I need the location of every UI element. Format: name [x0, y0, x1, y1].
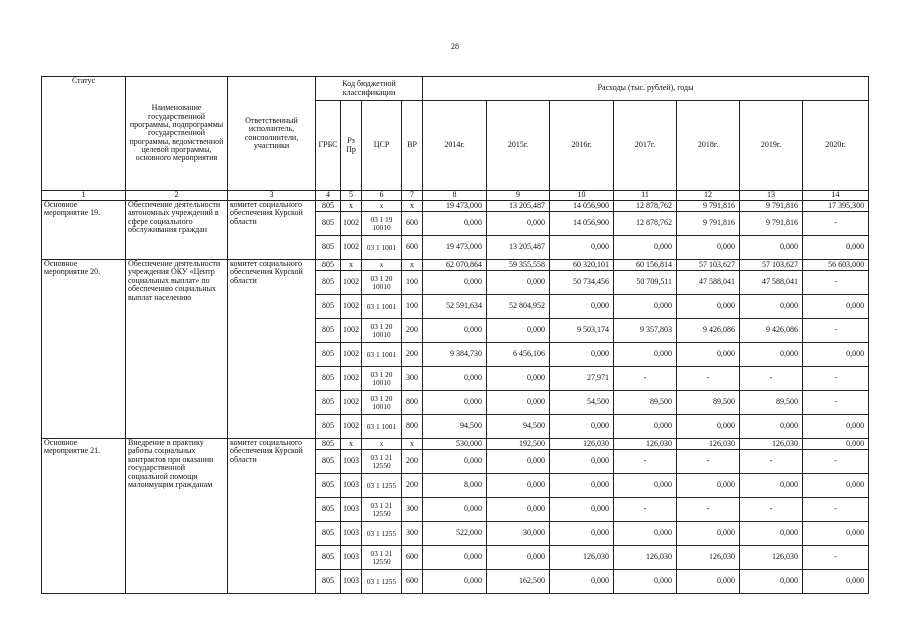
program-name-cell: Внедрение в практику работы социальных контрактов при оказании государственной социальной помощи малоимущим гражданам: [126, 439, 228, 594]
rzpr-cell: 1003: [341, 522, 362, 546]
column-number: 9: [487, 191, 550, 201]
rzpr-cell: 1002: [341, 319, 362, 343]
grbs-cell: 805: [316, 295, 341, 319]
csr-cell: х: [362, 201, 402, 212]
expense-cell: 0,000: [487, 546, 550, 570]
expense-cell: 14 056,900: [550, 201, 614, 212]
executor-cell: комитет социального обеспечения Курской области: [228, 439, 316, 594]
csr-cell: 03 1 20 10010: [362, 271, 402, 295]
expense-cell: 0,000: [740, 236, 803, 260]
expense-cell: 89,500: [740, 391, 803, 415]
expense-cell: 0,000: [803, 295, 869, 319]
grbs-cell: 805: [316, 415, 341, 439]
vr-cell: х: [402, 201, 423, 212]
expense-cell: -: [677, 450, 740, 474]
header-year-2020: 2020г.: [803, 101, 869, 191]
vr-cell: 800: [402, 415, 423, 439]
csr-cell: 03 1 1255: [362, 570, 402, 594]
expense-cell: 162,500: [487, 570, 550, 594]
expense-cell: 530,000: [423, 439, 487, 450]
expense-cell: 0,000: [550, 343, 614, 367]
csr-cell: 03 1 1001: [362, 295, 402, 319]
column-number: 12: [677, 191, 740, 201]
grbs-cell: 805: [316, 391, 341, 415]
expense-cell: 0,000: [803, 570, 869, 594]
grbs-cell: 805: [316, 450, 341, 474]
status-cell: Основное мероприятие 20.: [42, 260, 126, 439]
executor-cell: комитет социального обеспечения Курской области: [228, 201, 316, 260]
header-year-2017: 2017г.: [614, 101, 677, 191]
header-csr: ЦСР: [362, 101, 402, 191]
expense-cell: 0,000: [550, 522, 614, 546]
column-number: 8: [423, 191, 487, 201]
column-number: 11: [614, 191, 677, 201]
column-number: 7: [402, 191, 423, 201]
expense-cell: 0,000: [740, 570, 803, 594]
column-number: 6: [362, 191, 402, 201]
page-number: 28: [451, 42, 459, 51]
expense-cell: 0,000: [803, 236, 869, 260]
header-year-2018: 2018г.: [677, 101, 740, 191]
rzpr-cell: 1003: [341, 546, 362, 570]
vr-cell: 800: [402, 391, 423, 415]
expense-cell: 126,030: [740, 439, 803, 450]
expense-cell: 0,000: [677, 570, 740, 594]
rzpr-cell: 1002: [341, 295, 362, 319]
csr-cell: 03 1 20 10010: [362, 319, 402, 343]
column-number: 5: [341, 191, 362, 201]
csr-cell: 03 1 21 12550: [362, 498, 402, 522]
expense-cell: 0,000: [740, 522, 803, 546]
expense-cell: 9 791,816: [740, 201, 803, 212]
expense-cell: 0,000: [803, 522, 869, 546]
rzpr-cell: 1003: [341, 450, 362, 474]
grbs-cell: 805: [316, 498, 341, 522]
expense-cell: -: [803, 367, 869, 391]
expense-cell: 126,030: [740, 546, 803, 570]
expense-cell: 0,000: [487, 474, 550, 498]
table-body: [42, 201, 869, 594]
grbs-cell: 805: [316, 201, 341, 212]
column-number-row: [42, 191, 869, 201]
header-grbs: ГРБС: [316, 101, 341, 191]
expense-cell: 52 591,634: [423, 295, 487, 319]
expense-cell: 19 473,000: [423, 201, 487, 212]
header-status: Статус: [42, 77, 126, 191]
budget-expenses-table: [41, 76, 869, 594]
csr-cell: 03 1 20 10010: [362, 391, 402, 415]
expense-cell: 47 588,041: [740, 271, 803, 295]
header-expenses: Расходы (тыс. рублей), годы: [423, 77, 869, 101]
expense-cell: 12 878,762: [614, 212, 677, 236]
expense-cell: 0,000: [614, 522, 677, 546]
expense-cell: 0,000: [487, 391, 550, 415]
column-number: 13: [740, 191, 803, 201]
vr-cell: 600: [402, 546, 423, 570]
expense-cell: 56 603,000: [803, 260, 869, 271]
expense-cell: -: [803, 271, 869, 295]
vr-cell: 100: [402, 295, 423, 319]
vr-cell: 300: [402, 367, 423, 391]
expense-cell: 0,000: [487, 367, 550, 391]
header-year-2015: 2015г.: [487, 101, 550, 191]
expense-cell: 0,000: [677, 343, 740, 367]
rzpr-cell: 1002: [341, 367, 362, 391]
expense-cell: 60 320,101: [550, 260, 614, 271]
grbs-cell: 805: [316, 522, 341, 546]
grbs-cell: 805: [316, 260, 341, 271]
expense-cell: 27,971: [550, 367, 614, 391]
expense-cell: -: [677, 498, 740, 522]
expense-cell: 0,000: [423, 367, 487, 391]
csr-cell: 03 1 1255: [362, 474, 402, 498]
expense-cell: 6 456,106: [487, 343, 550, 367]
rzpr-cell: 1002: [341, 236, 362, 260]
grbs-cell: 805: [316, 546, 341, 570]
expense-cell: 0,000: [803, 439, 869, 450]
vr-cell: 600: [402, 212, 423, 236]
expense-cell: 62 070,864: [423, 260, 487, 271]
csr-cell: 03 1 21 12550: [362, 546, 402, 570]
expense-cell: 0,000: [677, 474, 740, 498]
expense-cell: 57 103,627: [740, 260, 803, 271]
expense-cell: 59 355,558: [487, 260, 550, 271]
expense-cell: 9 384,730: [423, 343, 487, 367]
expense-cell: -: [803, 546, 869, 570]
expense-cell: 0,000: [803, 415, 869, 439]
expense-cell: 9 791,816: [677, 201, 740, 212]
header-vr: ВР: [402, 101, 423, 191]
expense-cell: 0,000: [423, 391, 487, 415]
expense-cell: 57 103,627: [677, 260, 740, 271]
rzpr-cell: х: [341, 201, 362, 212]
expense-cell: 0,000: [487, 319, 550, 343]
expense-cell: 0,000: [550, 570, 614, 594]
expense-cell: 50 709,511: [614, 271, 677, 295]
expense-cell: 126,030: [614, 546, 677, 570]
expense-cell: 126,030: [614, 439, 677, 450]
expense-cell: 89,500: [677, 391, 740, 415]
expense-cell: 9 791,816: [677, 212, 740, 236]
vr-cell: 600: [402, 570, 423, 594]
vr-cell: 100: [402, 271, 423, 295]
header-executor: Ответственный исполнитель, соисполнители, участники: [228, 77, 316, 191]
expense-cell: -: [803, 391, 869, 415]
column-number: 4: [316, 191, 341, 201]
expense-cell: 0,000: [740, 295, 803, 319]
expense-cell: 89,500: [614, 391, 677, 415]
expense-cell: 54,500: [550, 391, 614, 415]
grbs-cell: 805: [316, 474, 341, 498]
expense-cell: 9 503,174: [550, 319, 614, 343]
expense-cell: 0,000: [423, 319, 487, 343]
expense-cell: 0,000: [550, 474, 614, 498]
expense-cell: 0,000: [550, 236, 614, 260]
expense-cell: 0,000: [423, 570, 487, 594]
expense-cell: 0,000: [677, 415, 740, 439]
expense-cell: 14 056,900: [550, 212, 614, 236]
expense-cell: 9 426,086: [677, 319, 740, 343]
csr-cell: 03 1 1255: [362, 522, 402, 546]
rzpr-cell: 1002: [341, 271, 362, 295]
expense-cell: -: [803, 319, 869, 343]
expense-cell: 17 395,300: [803, 201, 869, 212]
expense-cell: 0,000: [614, 343, 677, 367]
expense-cell: 126,030: [550, 439, 614, 450]
column-number: 3: [228, 191, 316, 201]
expense-cell: 0,000: [423, 271, 487, 295]
expense-cell: 12 878,762: [614, 201, 677, 212]
status-cell: Основное мероприятие 19.: [42, 201, 126, 260]
executor-cell: комитет социального обеспечения Курской области: [228, 260, 316, 439]
expense-cell: 0,000: [740, 474, 803, 498]
vr-cell: 600: [402, 236, 423, 260]
expense-cell: 0,000: [614, 415, 677, 439]
rzpr-cell: 1002: [341, 415, 362, 439]
expense-cell: -: [740, 367, 803, 391]
expense-cell: 0,000: [803, 474, 869, 498]
expense-cell: 126,030: [677, 439, 740, 450]
expense-cell: -: [740, 498, 803, 522]
expense-cell: 0,000: [423, 546, 487, 570]
expense-cell: 19 473,000: [423, 236, 487, 260]
expense-cell: 0,000: [740, 415, 803, 439]
header-budget-code: Код бюджетной классификации: [316, 77, 423, 101]
grbs-cell: 805: [316, 319, 341, 343]
expense-cell: -: [614, 367, 677, 391]
expense-cell: 0,000: [550, 295, 614, 319]
vr-cell: х: [402, 439, 423, 450]
rzpr-cell: 1002: [341, 391, 362, 415]
rzpr-cell: 1003: [341, 474, 362, 498]
expense-cell: 0,000: [614, 295, 677, 319]
csr-cell: 03 1 21 12550: [362, 450, 402, 474]
table-row: [42, 439, 869, 450]
csr-cell: 03 1 1001: [362, 415, 402, 439]
expense-cell: 60 156,814: [614, 260, 677, 271]
vr-cell: 200: [402, 474, 423, 498]
grbs-cell: 805: [316, 439, 341, 450]
expense-cell: 0,000: [487, 271, 550, 295]
status-cell: Основное мероприятие 21.: [42, 439, 126, 594]
grbs-cell: 805: [316, 367, 341, 391]
rzpr-cell: 1003: [341, 570, 362, 594]
column-number: 10: [550, 191, 614, 201]
vr-cell: х: [402, 260, 423, 271]
expense-cell: 0,000: [423, 212, 487, 236]
expense-cell: 0,000: [487, 450, 550, 474]
expense-cell: 0,000: [740, 343, 803, 367]
rzpr-cell: 1003: [341, 498, 362, 522]
header-program-name: Наименование государственной программы, подпрограммы государственной программы, ведомственной целевой программы, основного мероприятия: [126, 77, 228, 191]
expense-cell: -: [740, 450, 803, 474]
csr-cell: 03 1 20 10010: [362, 367, 402, 391]
rzpr-cell: х: [341, 439, 362, 450]
expense-cell: 0,000: [550, 415, 614, 439]
expense-cell: 0,000: [614, 570, 677, 594]
header-rzpr: Рз Пр: [341, 101, 362, 191]
expense-cell: 0,000: [550, 450, 614, 474]
grbs-cell: 805: [316, 271, 341, 295]
expense-cell: -: [614, 498, 677, 522]
expense-cell: 9 791,816: [740, 212, 803, 236]
expense-cell: 94,500: [423, 415, 487, 439]
expense-cell: 0,000: [614, 236, 677, 260]
csr-cell: х: [362, 260, 402, 271]
header-year-2019: 2019г.: [740, 101, 803, 191]
expense-cell: 0,000: [677, 295, 740, 319]
expense-cell: 126,030: [550, 546, 614, 570]
vr-cell: 200: [402, 450, 423, 474]
grbs-cell: 805: [316, 343, 341, 367]
expense-cell: -: [677, 367, 740, 391]
grbs-cell: 805: [316, 570, 341, 594]
expense-cell: 13 205,487: [487, 236, 550, 260]
csr-cell: 03 1 19 10010: [362, 212, 402, 236]
vr-cell: 200: [402, 343, 423, 367]
vr-cell: 200: [402, 319, 423, 343]
expense-cell: 0,000: [677, 236, 740, 260]
expense-cell: 0,000: [423, 498, 487, 522]
expense-cell: 13 205,487: [487, 201, 550, 212]
program-name-cell: Обеспечение деятельности автономных учреждений в сфере социального обслуживания граждан: [126, 201, 228, 260]
column-number: 2: [126, 191, 228, 201]
expense-cell: 0,000: [677, 522, 740, 546]
table-row: [42, 201, 869, 212]
expense-cell: 8,000: [423, 474, 487, 498]
expense-cell: 52 804,952: [487, 295, 550, 319]
grbs-cell: 805: [316, 212, 341, 236]
expense-cell: 0,000: [550, 498, 614, 522]
expense-cell: 47 588,041: [677, 271, 740, 295]
expense-cell: 522,000: [423, 522, 487, 546]
grbs-cell: 805: [316, 236, 341, 260]
expense-cell: 94,500: [487, 415, 550, 439]
rzpr-cell: 1002: [341, 212, 362, 236]
column-number: 1: [42, 191, 126, 201]
expense-cell: 9 426,086: [740, 319, 803, 343]
expense-cell: 30,000: [487, 522, 550, 546]
column-number: 14: [803, 191, 869, 201]
expense-cell: -: [803, 498, 869, 522]
expense-cell: -: [803, 212, 869, 236]
expense-cell: 126,030: [677, 546, 740, 570]
expense-cell: 0,000: [803, 343, 869, 367]
program-name-cell: Обеспечение деятельности учреждения ОКУ «Центр социальных выплат» по обеспечению социальных выплат населению: [126, 260, 228, 439]
expense-cell: -: [803, 450, 869, 474]
expense-cell: 0,000: [423, 450, 487, 474]
vr-cell: 300: [402, 498, 423, 522]
header-year-2014: 2014г.: [423, 101, 487, 191]
expense-cell: 9 357,803: [614, 319, 677, 343]
expense-cell: 0,000: [487, 498, 550, 522]
vr-cell: 300: [402, 522, 423, 546]
rzpr-cell: х: [341, 260, 362, 271]
expense-cell: 50 734,456: [550, 271, 614, 295]
expense-cell: 192,500: [487, 439, 550, 450]
table-row: [42, 260, 869, 271]
rzpr-cell: 1002: [341, 343, 362, 367]
expense-cell: 0,000: [614, 474, 677, 498]
csr-cell: х: [362, 439, 402, 450]
header-year-2016: 2016г.: [550, 101, 614, 191]
csr-cell: 03 1 1001: [362, 343, 402, 367]
expense-cell: 0,000: [487, 212, 550, 236]
csr-cell: 03 1 1001: [362, 236, 402, 260]
expense-cell: -: [614, 450, 677, 474]
